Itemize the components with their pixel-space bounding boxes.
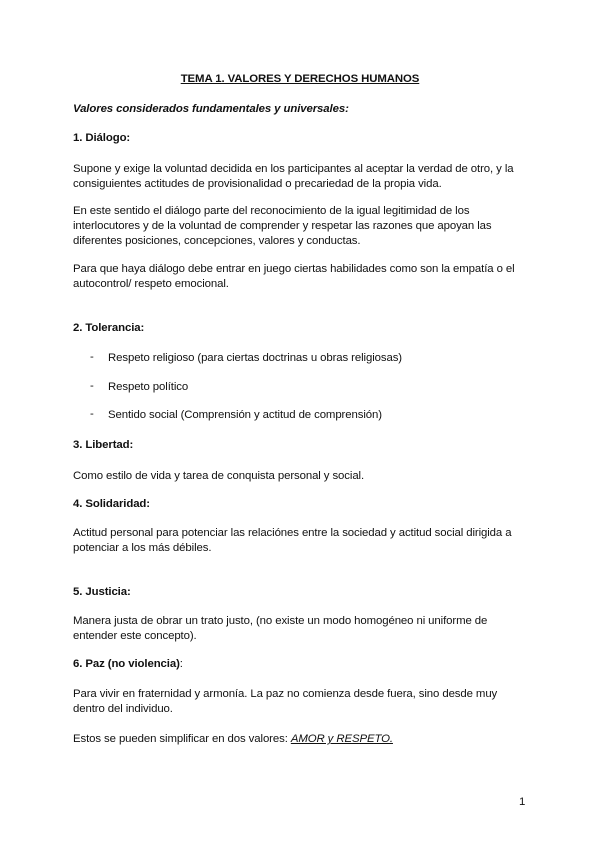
paragraph-line: Como estilo de vida y tarea de conquista personal y social. — [73, 470, 365, 482]
document-title: TEMA 1. VALORES Y DERECHOS HUMANOS — [180, 73, 420, 85]
paragraph-line: dentro del individuo. — [73, 703, 173, 715]
paragraph-line: Actitud personal para potenciar las relaciónes entre la sociedad y actitud social dirigida a — [73, 527, 512, 539]
section-heading-dialogo: 1. Diálogo: — [73, 132, 131, 144]
section-heading-justicia: 5. Justicia: — [73, 586, 131, 598]
section-heading-tolerancia: 2. Tolerancia: — [73, 322, 145, 334]
section-heading-paz — [73, 657, 183, 672]
bullet-marker: - — [90, 408, 94, 420]
paragraph-line: diferentes posiciones, concepciones, valores y conductas. — [73, 235, 361, 247]
document-subtitle: Valores considerados fundamentales y universales: — [73, 103, 349, 115]
heading-colon: : — [179, 658, 183, 670]
list-item: Respeto religioso (para ciertas doctrinas u obras religiosas) — [108, 352, 402, 364]
bullet-marker: - — [90, 351, 94, 363]
list-item: Respeto político — [108, 381, 189, 393]
section-heading-libertad: 3. Libertad: — [73, 439, 134, 451]
paragraph-line: Manera justa de obrar un trato justo, (no existe un modo homogéneo ni uniforme de — [73, 615, 488, 627]
paragraph-line: autocontrol/ respeto emocional. — [73, 278, 229, 290]
section-heading-paz-text: 6. Paz (no violencia) — [73, 658, 180, 670]
paragraph-line: Para que haya diálogo debe entrar en juego ciertas habilidades como son la empatía o el — [73, 263, 515, 275]
section-heading-solidaridad: 4. Solidaridad: — [73, 498, 150, 510]
bullet-marker: - — [90, 380, 94, 392]
paragraph-line: Para vivir en fraternidad y armonía. La paz no comienza desde fuera, sino desde muy — [73, 688, 498, 700]
paragraph-line: interlocutores y de la voluntad de comprender y respetar las razones que apoyan las — [73, 220, 492, 232]
page-number: 1 — [519, 796, 526, 808]
closing-text: Estos se pueden simplificar en dos valores: — [73, 733, 291, 745]
list-item: Sentido social (Comprensión y actitud de comprensión) — [108, 409, 382, 421]
paragraph-line: potenciar a los más débiles. — [73, 542, 212, 554]
paragraph-line: En este sentido el diálogo parte del reconocimiento de la igual legitimidad de los — [73, 205, 470, 217]
paragraph-line: entender este concepto). — [73, 630, 197, 642]
closing-line — [73, 732, 393, 747]
paragraph-line: Supone y exige la voluntad decidida en los participantes al aceptar la verdad de otro, y la — [73, 163, 514, 175]
closing-emphasis: AMOR y RESPETO. — [290, 733, 393, 745]
paragraph-line: consiguientes actitudes de provisionalidad o precariedad de la propia vida. — [73, 178, 442, 190]
